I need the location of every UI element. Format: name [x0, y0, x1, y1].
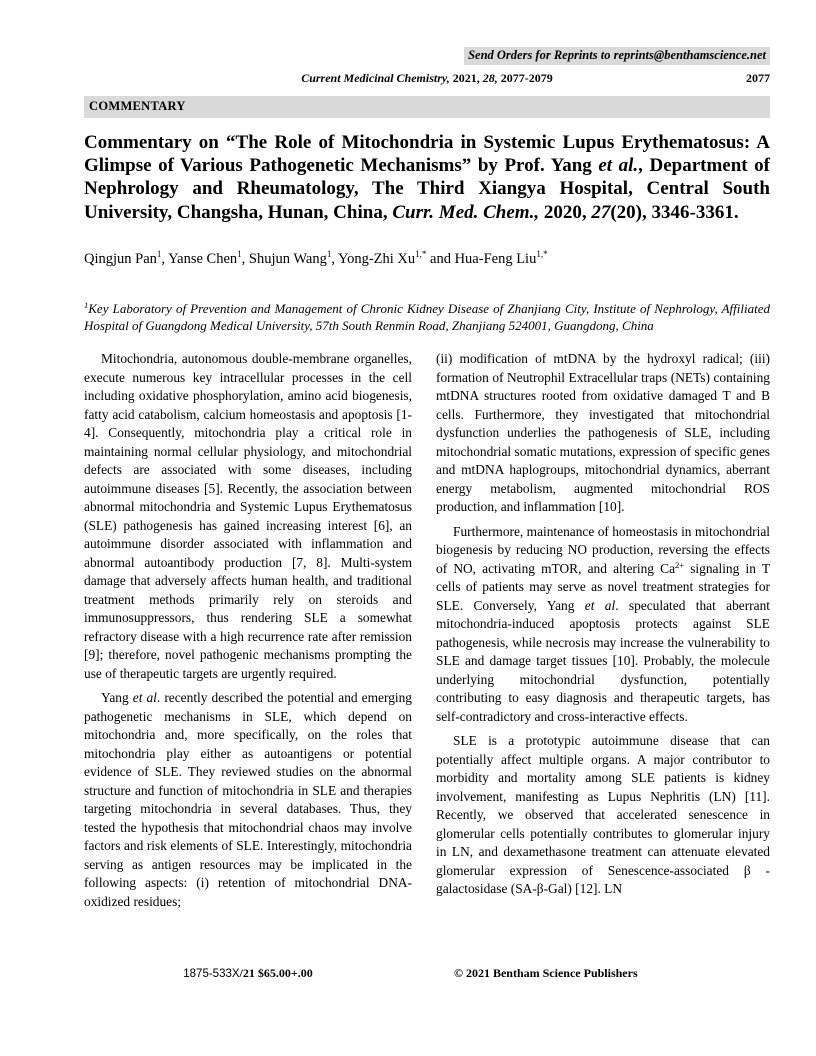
footer-copyright: [436, 966, 770, 981]
right-column: [436, 350, 770, 917]
authors-line: [84, 250, 770, 269]
reprint-notice: [464, 47, 770, 65]
paragraph-5: [436, 732, 770, 899]
title-text: , Department of Nephrology and Rheumatology, The Third Xiangya Hospital, Central South University, Changsha, Hunan, China,: [84, 155, 770, 223]
title-text: Commentary on “The Role of Mitochondria in Systemic Lupus Erythematosus: A Glimpse of Various Pathogenetic Mechanisms” by Prof. Yang: [84, 132, 770, 177]
section-label-bar: [84, 96, 770, 118]
title-text: 2020,: [539, 201, 592, 223]
paragraph-1-text: Mitochondria, autonomous double-membrane organelles, execute numerous key intracellular processes in the cell including oxidative phosphorylation, amino acid biogenesis, fatty acid catabolism, calcium homeostasis and apoptosis [1-4]. Consequently, mitochondria play a critical role in maintaining normal cellular physiology, and mitochondrial defects are associated with some diseases, including autoimmune diseases [5]. Recently, the association between abnormal mitochondria and Systemic Lupus Erythematosus (SLE) pathogenesis has gained increasing interest [6], an autoimmune disorder associated with inflammation and abnormal autoantibody production [7, 8]. Multi-system damage that adversely affects human health, and traditional treatment methods primarily rely on steroids and immunosuppressors, thus rendering SLE a somewhat refractory disease with a high recurrence rate after remission [9]; therefore, novel pathogenic mechanisms prompting the use of therapeutic targets are urgently required.: [84, 351, 412, 681]
section-label: COMMENTARY: [89, 99, 186, 113]
reprint-notice-text: Send Orders for Reprints to: [468, 48, 614, 62]
title-volume: 27: [591, 201, 611, 223]
author-affil-marker: 1,*: [415, 248, 427, 259]
journal-year: 2021,: [449, 71, 483, 85]
author-name: Yong-Zhi Xu: [338, 250, 416, 267]
author-name: Qingjun Pan: [84, 250, 157, 267]
page-content: [84, 0, 770, 917]
journal-name: Current Medicinal Chemistry,: [301, 71, 450, 85]
left-column: [84, 350, 412, 917]
paragraph-4: [436, 523, 770, 727]
author-name: Hua-Feng Liu: [454, 250, 537, 267]
paragraph-3: [436, 350, 770, 517]
paragraph-4-text: . speculated that aberrant mitochondria-induced apoptosis protects against SLE pathogenesis, while necrosis may increase the vulnerability to SLE and damage target tissues [10]. Probably, the molecule underlying mitochondrial dysfunction, potentially contributing to easy diagnosis and therapeutic targets, has self-contradictory and cross-interactive effects.: [436, 597, 770, 724]
paragraph-2: [84, 689, 412, 911]
journal-volume: 28,: [482, 71, 498, 85]
page-number: 2077: [746, 71, 770, 85]
footer-issn-price: [84, 966, 412, 981]
title-text: (20), 3346-3361.: [610, 201, 739, 223]
copyright-text: © 2021 Bentham Science Publishers: [454, 966, 638, 980]
paragraph-2-etal: et al: [132, 690, 157, 705]
paragraph-2-text: Yang: [101, 690, 133, 705]
paragraph-3-text: (ii) modification of mtDNA by the hydroxyl radical; (iii) formation of Neutrophil Extracellular traps (NETs) containing mtDNA structures rooted from oxidative damaged T and B cells. Furthermore, they investigated that mitochondrial dysfunction underlies the pathogenesis of SLE, including mitochondrial somatic mutations, expression of specific genes and mtDNA haplogroups, mitochondrial dynamics, aberrant energy metabolism, augmented mitochondrial ROS production, and inflammation [10].: [436, 351, 770, 514]
author-affiliation: [84, 300, 770, 335]
journal-pages: 2077-2079: [497, 71, 553, 85]
author-separator: ,: [241, 250, 249, 267]
author-name: Yanse Chen: [168, 250, 238, 267]
paragraph-5-text: SLE is a prototypic autoimmune disease that can potentially affect multiple organs. A major contributor to morbidity and mortality among SLE patients is kidney involvement, manifesting as Lupus Nephritis (LN) [11]. Recently, we observed that accelerated senescence in glomerular cells potentially contributes to glomerular injury in LN, and dexamethasone treatment can attenuate elevated glomerular expression of Senescence-associated β -galactosidase (SA-β-Gal) [12]. LN: [436, 733, 770, 896]
affiliation-marker: 1: [84, 299, 89, 310]
paragraph-4-text: Furthermore, maintenance of homeostasis in mitochondrial biogenesis by reducing NO production, reversing the effects of NO, activating mTOR, and altering Ca: [436, 523, 770, 576]
paragraph-4-etal: et al: [584, 597, 616, 613]
reprint-notice-row: [84, 46, 770, 65]
author-separator: and: [426, 250, 455, 267]
paragraph-4-text: signaling in T cells of patients may serve as novel treatment strategies for SLE. Conversely, Yang: [436, 560, 770, 613]
calcium-superscript: 2+: [675, 559, 685, 570]
author-affil-marker: 1: [237, 248, 242, 259]
author-name: Shujun Wang: [248, 250, 327, 267]
paragraph-1: [84, 350, 412, 683]
paragraph-2-text: . recently described the potential and emerging pathogenetic mechanisms in SLE, which depend on mitochondria and, more specifically, on the roles that mitochondria play either as autoantigens or potential evidence of SLE. They reviewed studies on the abnormal structure and function of mitochondria in SLE and therapies targeting mitochondria in several databases. Thus, they tested the hypothesis that mitochondrial chaos may involve factors and risk elements of SLE. Interestingly, mitochondria serving as antigen resources may be implicated in the following aspects: (i) retention of mitochondrial DNA-oxidized residues;: [84, 690, 412, 909]
author-separator: ,: [331, 250, 339, 267]
author-affil-marker: 1: [156, 248, 162, 259]
body-columns: [84, 350, 770, 917]
page-footer: [84, 966, 770, 981]
author-affil-marker: 1,*: [536, 248, 548, 259]
issn-code: 1875-533X: [183, 968, 240, 980]
reprints-email-link[interactable]: reprints@benthamscience.net: [613, 48, 766, 62]
article-title: [84, 131, 770, 224]
title-journal-abbrev: Curr. Med. Chem.,: [392, 201, 540, 223]
affiliation-text: Key Laboratory of Prevention and Management of Chronic Kidney Disease of Zhanjiang City, Institute of Nephrology, Affiliated Hospital of Guangdong Medical University, 57th South Renmin Road, Zhanjiang 524001, Guangdong, China: [84, 300, 770, 334]
author-separator: ,: [161, 250, 169, 267]
price-text: /21 $65.00+.00: [239, 966, 313, 980]
journal-citation: [301, 71, 553, 85]
journal-citation-row: [84, 70, 770, 86]
author-affil-marker: 1: [326, 248, 332, 259]
title-etal: et al.: [598, 155, 639, 177]
